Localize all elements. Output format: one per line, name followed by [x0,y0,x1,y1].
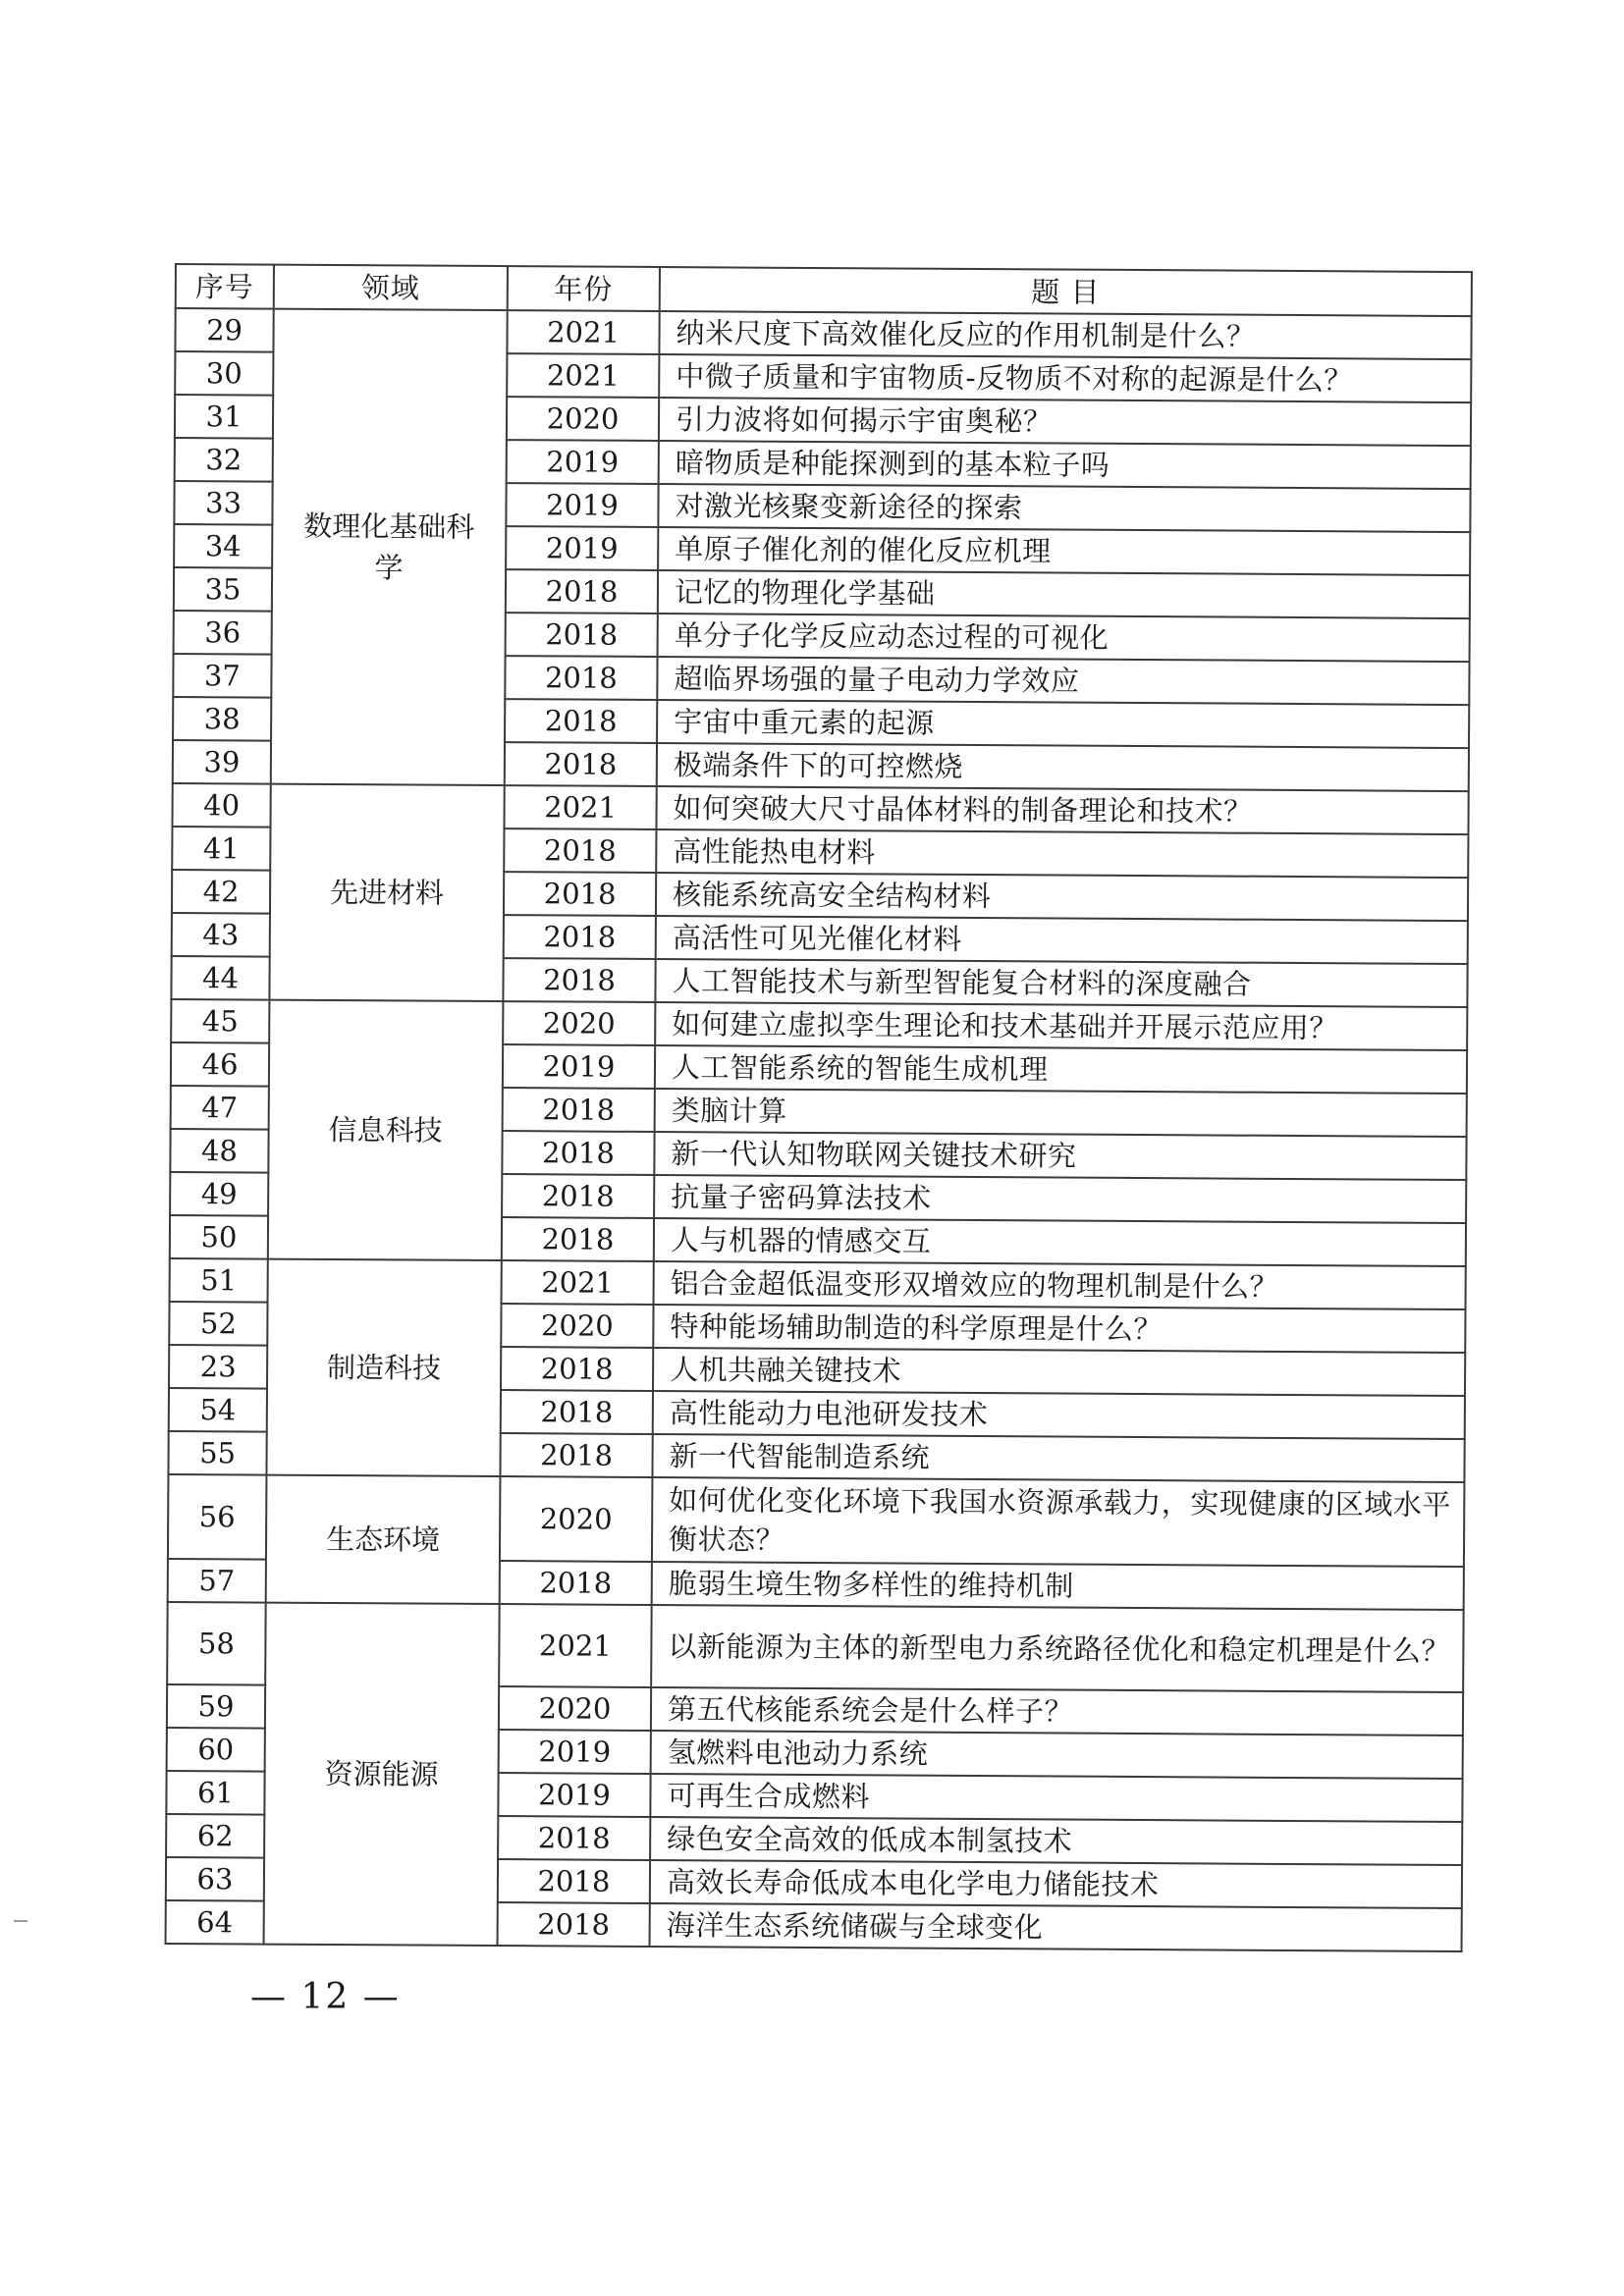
table-header-row [176,264,1472,316]
row-number: 32 [175,438,273,482]
row-title: 高活性可见光催化材料 [656,916,1468,964]
row-title: 氢燃料电池动力系统 [651,1731,1463,1779]
row-number: 36 [174,611,272,655]
row-title: 人工智能系统的智能生成机理 [655,1045,1467,1094]
field-cell: 生态环境 [266,1475,501,1604]
row-title: 新一代认知物联网关键技术研究 [654,1132,1466,1180]
row-year: 2021 [499,1604,652,1687]
row-title: 可再生合成燃料 [650,1774,1462,1822]
row-year: 2018 [501,1347,653,1391]
row-year: 2018 [504,915,656,959]
row-year: 2021 [507,310,659,354]
row-year: 2019 [503,1044,655,1089]
row-title: 铝合金超低温变形双增效应的物理机制是什么？ [654,1261,1466,1309]
row-number: 48 [170,1129,268,1173]
row-number: 43 [172,913,270,957]
scan-speck [14,1920,27,1922]
row-year: 2019 [507,440,659,484]
row-number: 55 [168,1431,266,1475]
row-year: 2021 [507,353,659,398]
row-year: 2018 [505,656,657,700]
row-number: 39 [173,740,271,784]
header-title: 题 目 [660,267,1472,316]
row-year: 2018 [498,1902,650,1947]
row-number: 49 [170,1172,268,1216]
row-number: 58 [167,1602,266,1685]
row-number: 40 [172,783,270,828]
row-title: 中微子质量和宇宙物质-反物质不对称的起源是什么？ [659,354,1471,402]
row-title: 宇宙中重元素的起源 [657,700,1469,748]
row-title: 高性能热电材料 [656,829,1468,878]
row-number: 42 [172,870,270,914]
topics-table [165,263,1473,1952]
field-cell: 数理化基础科学 [271,309,508,785]
row-year: 2018 [506,613,658,657]
row-title: 以新能源为主体的新型电力系统路径优化和稳定机理是什么？ [651,1605,1463,1692]
row-number: 59 [167,1684,265,1729]
row-year: 2018 [501,1390,653,1434]
row-title: 暗物质是种能探测到的基本粒子吗 [659,441,1471,489]
table-row [168,1474,1465,1567]
row-number: 54 [169,1388,267,1432]
field-cell: 信息科技 [268,1000,504,1260]
row-number: 61 [166,1771,264,1815]
row-number: 44 [171,956,269,1000]
row-title: 特种能场辅助制造的科学原理是什么？ [653,1305,1465,1353]
row-title: 极端条件下的可控燃烧 [657,743,1469,791]
row-number: 37 [173,654,271,698]
table-row [167,1602,1463,1692]
row-number: 45 [171,999,269,1043]
field-cell: 资源能源 [264,1603,500,1946]
row-number: 31 [175,395,273,439]
row-number: 52 [169,1302,267,1346]
table-row [172,783,1468,834]
table-row [171,999,1467,1050]
row-number: 62 [166,1814,264,1858]
row-year: 2020 [507,397,659,441]
row-number: 35 [174,567,272,612]
row-title: 人机共融关键技术 [653,1348,1465,1396]
row-number: 29 [175,308,273,352]
row-title: 类脑计算 [655,1089,1467,1137]
row-year: 2018 [503,1088,655,1132]
row-title: 核能系统高安全结构材料 [656,873,1468,921]
row-number: 33 [174,481,272,525]
row-number: 57 [168,1559,266,1603]
row-year: 2019 [506,526,658,570]
row-title: 单原子催化剂的催化反应机理 [658,527,1470,575]
row-year: 2019 [498,1773,650,1817]
row-year: 2018 [502,1174,654,1218]
row-title: 高效长寿命低成本电化学电力储能技术 [650,1860,1462,1908]
row-number: 56 [168,1474,267,1560]
row-year: 2018 [500,1561,652,1605]
row-number: 41 [172,827,270,871]
field-cell: 制造科技 [266,1259,501,1476]
row-number: 60 [167,1728,265,1772]
row-title: 纳米尺度下高效催化反应的作用机制是什么？ [659,311,1471,359]
row-title: 新一代智能制造系统 [652,1434,1464,1482]
row-year: 2018 [503,958,655,1002]
table-row [175,308,1471,359]
row-number: 34 [174,524,272,568]
row-title: 引力波将如何揭示宇宙奥秘？ [659,398,1471,446]
row-number: 50 [170,1215,268,1259]
row-title: 人工智能技术与新型智能复合材料的深度融合 [655,959,1467,1007]
row-title: 如何突破大尺寸晶体材料的制备理论和技术？ [656,786,1468,834]
row-title: 抗量子密码算法技术 [654,1175,1466,1223]
row-year: 2018 [505,742,657,786]
row-year: 2019 [506,483,658,527]
page-number: — 12 — [250,1977,401,2017]
field-cell: 先进材料 [269,784,504,1001]
row-title: 如何建立虚拟孪生理论和技术基础并开展示范应用？ [655,1002,1467,1050]
row-year: 2020 [503,1001,655,1045]
row-year: 2020 [500,1476,653,1562]
row-number: 23 [169,1345,267,1389]
row-year: 2020 [501,1304,653,1348]
row-number: 30 [175,351,273,396]
row-year: 2018 [502,1131,654,1175]
row-title: 对激光核聚变新途径的探索 [658,484,1470,532]
row-year: 2019 [499,1730,651,1774]
row-title: 超临界场强的量子电动力学效应 [657,657,1469,705]
header-no: 序号 [176,264,274,309]
row-title: 脆弱生境生物多样性的维持机制 [652,1562,1464,1610]
row-title: 绿色安全高效的低成本制氢技术 [650,1817,1462,1865]
row-title: 如何优化变化环境下我国水资源承载力，实现健康的区域水平衡状态？ [652,1477,1465,1567]
row-number: 47 [171,1086,269,1130]
table-row [170,1258,1466,1309]
row-year: 2021 [504,785,656,829]
row-year: 2018 [498,1859,650,1903]
row-title: 第五代核能系统会是什么样子？ [651,1687,1463,1735]
header-field: 领域 [274,265,508,310]
header-year: 年份 [508,266,660,311]
row-title: 高性能动力电池研发技术 [653,1391,1465,1439]
row-number: 63 [166,1857,264,1901]
row-year: 2018 [505,699,657,743]
table-body [166,308,1472,1951]
row-year: 2018 [504,872,656,916]
row-title: 海洋生态系统储碳与全球变化 [650,1903,1462,1951]
row-number: 64 [166,1900,264,1945]
row-title: 人与机器的情感交互 [654,1218,1466,1266]
row-year: 2021 [502,1260,654,1305]
row-number: 46 [171,1042,269,1087]
row-year: 2018 [502,1217,654,1261]
row-year: 2018 [498,1816,650,1860]
row-number: 51 [170,1258,268,1303]
row-number: 38 [173,697,271,741]
row-year: 2018 [504,828,656,873]
row-year: 2018 [500,1433,652,1477]
row-year: 2018 [506,569,658,614]
row-title: 记忆的物理化学基础 [658,570,1470,618]
row-title: 单分子化学反应动态过程的可视化 [658,614,1470,662]
row-year: 2020 [499,1686,651,1731]
